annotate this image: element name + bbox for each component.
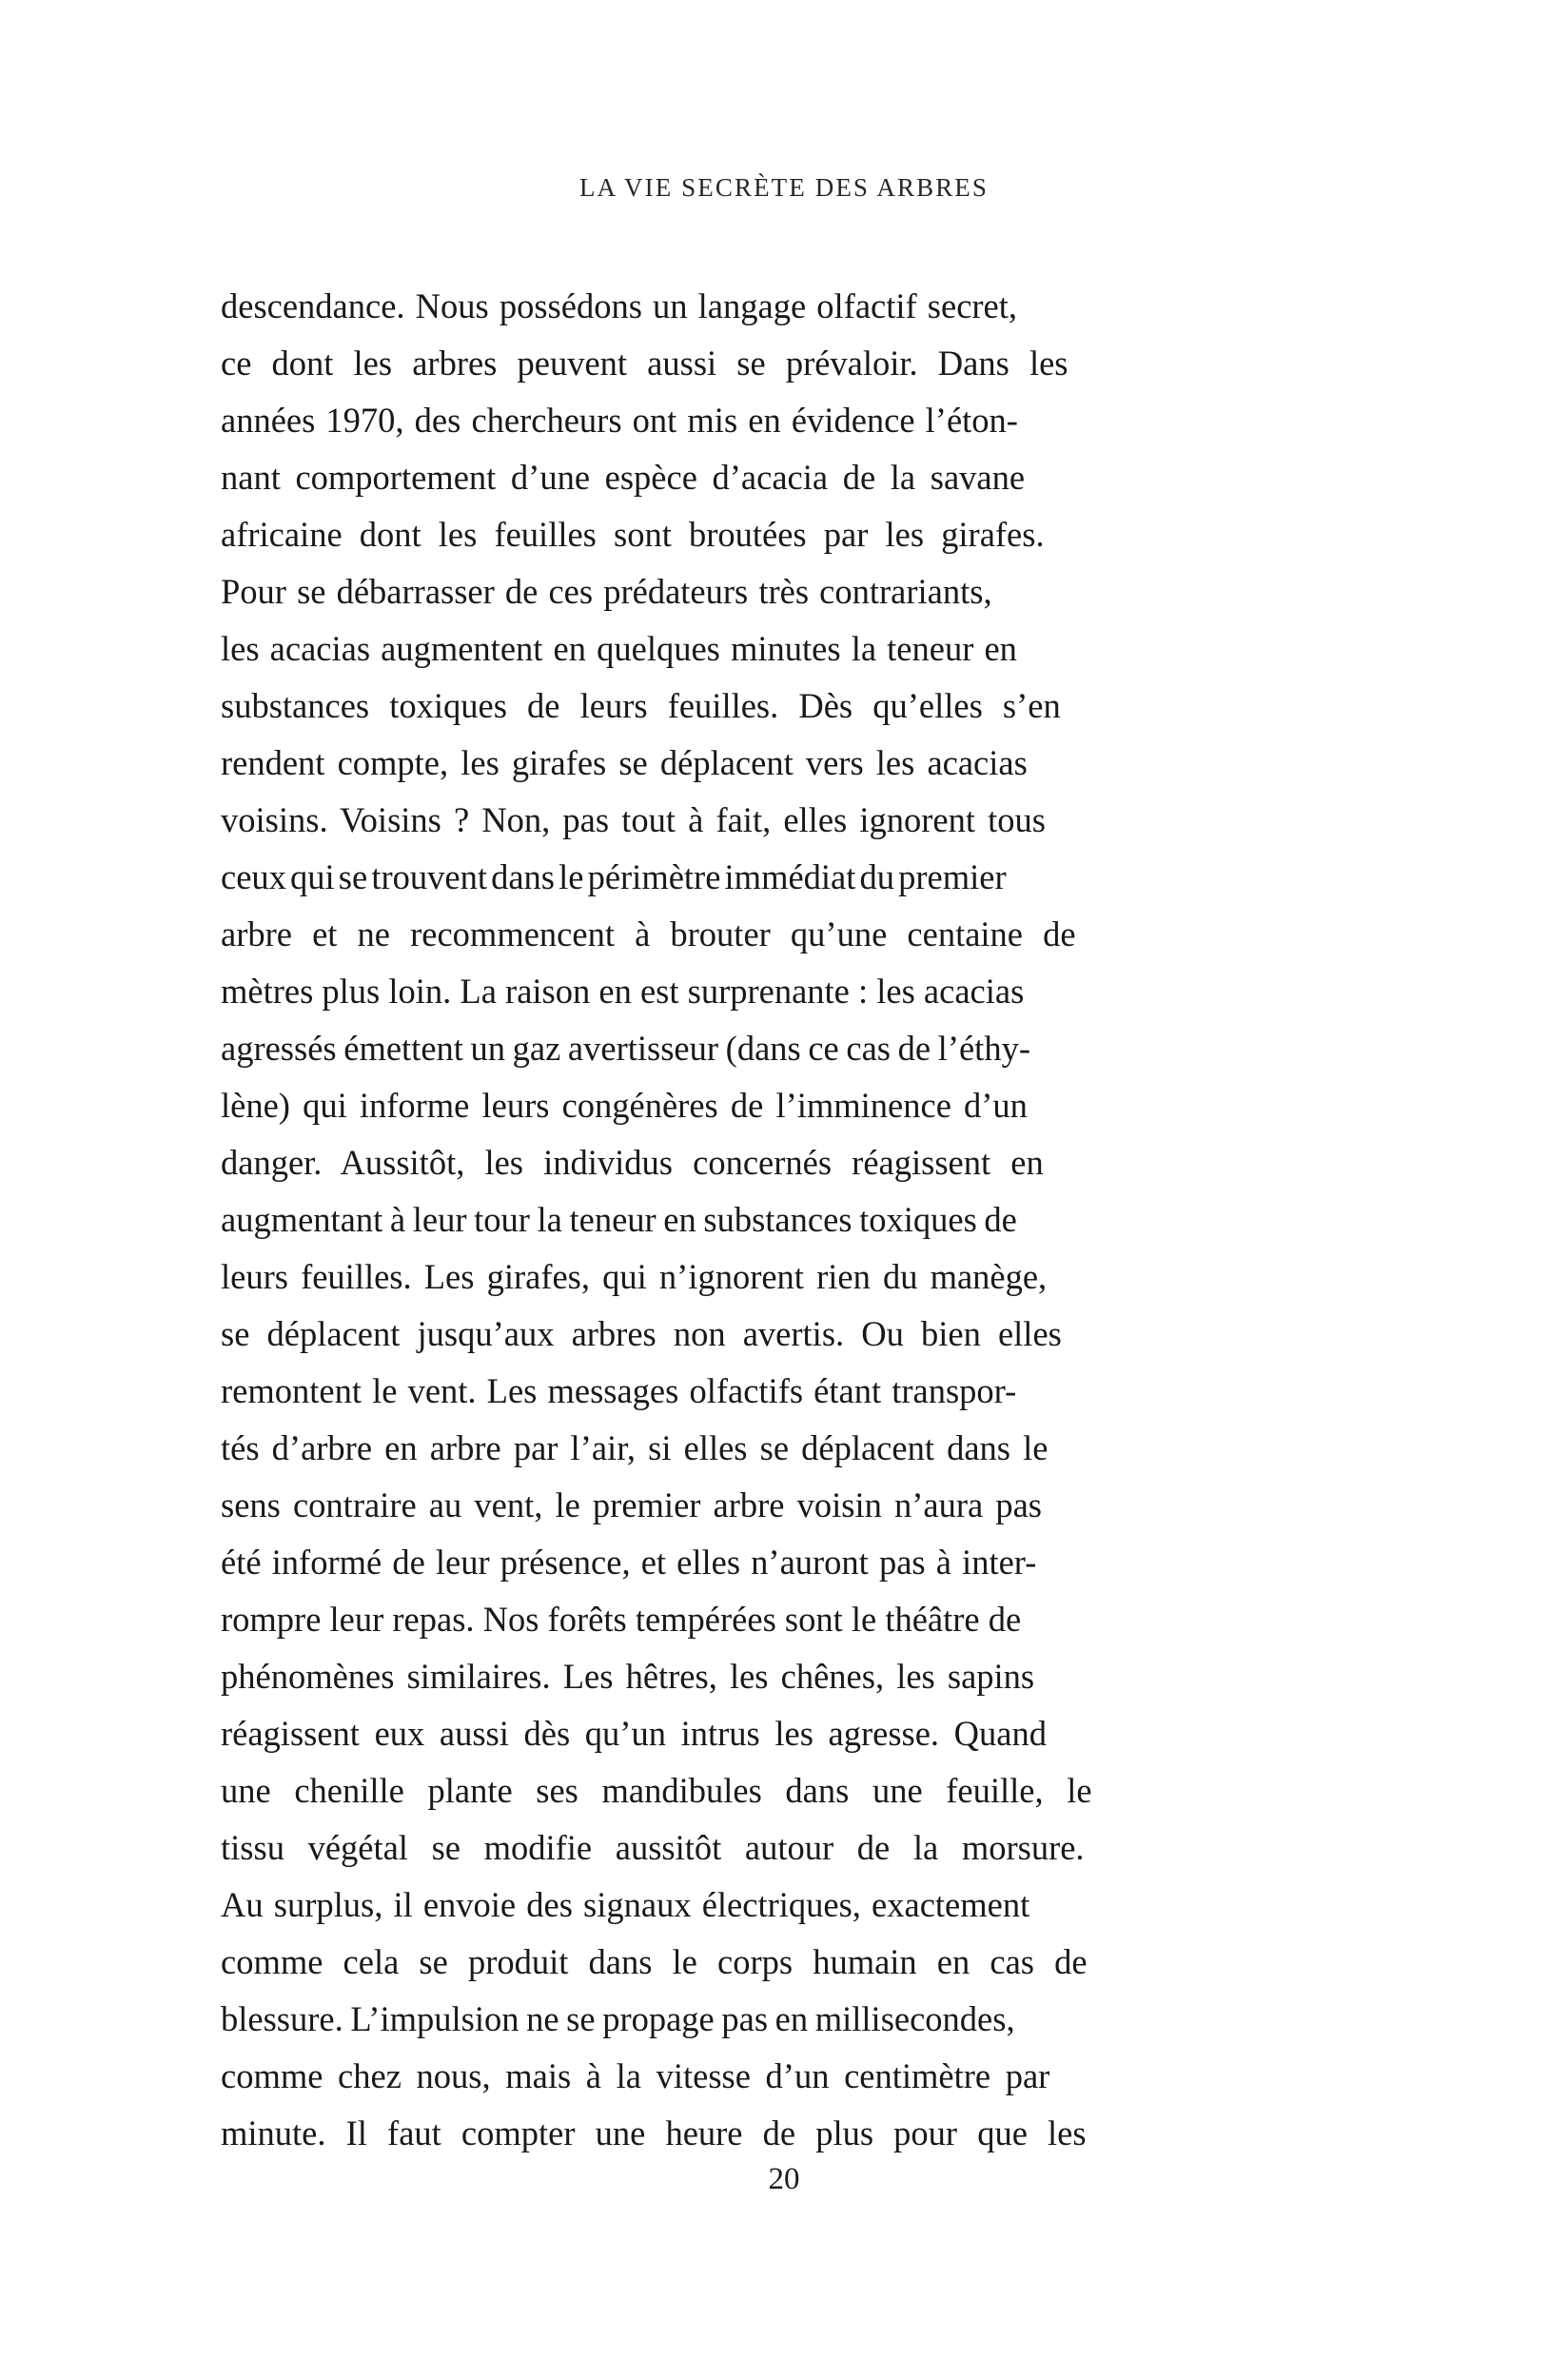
page-number: 20 — [768, 2162, 800, 2196]
body-line: une chenille plante ses mandibules dans une feuille, le — [221, 1771, 1092, 1810]
body-line: blessure. L’impulsion ne se propage pas en millisecondes, — [221, 1999, 1015, 2038]
body-line: africaine dont les feuilles sont broutées par les girafes. — [221, 515, 1045, 554]
body-line: leurs feuilles. Les girafes, qui n’ignorent rien du manège, — [221, 1257, 1048, 1296]
body-line: ceux qui se trouvent dans le périmètre immédiat du premier — [221, 857, 1007, 896]
body-line: Pour se débarrasser de ces prédateurs très contrariants, — [221, 572, 992, 611]
body-line: se déplacent jusqu’aux arbres non avertis. Ou bien elles — [221, 1314, 1062, 1353]
body-line: années 1970, des chercheurs ont mis en évidence l’éton- — [221, 401, 1018, 440]
body-line: minute. Il faut compter une heure de plus pour que les — [221, 2114, 1087, 2153]
body-line: remontent le vent. Les messages olfactifs étant transpor- — [221, 1371, 1017, 1410]
body-line: sens contraire au vent, le premier arbre voisin n’aura pas — [221, 1485, 1042, 1524]
body-line: voisins. Voisins ? Non, pas tout à fait, elles ignorent tous — [221, 800, 1046, 839]
body-line: tés d’arbre en arbre par l’air, si elles se déplacent dans le — [221, 1428, 1049, 1467]
body-text-block — [221, 278, 1315, 2162]
body-line: ce dont les arbres peuvent aussi se prévaloir. Dans les — [221, 344, 1068, 383]
body-line: tissu végétal se modifie aussitôt autour de la morsure. — [221, 1828, 1085, 1867]
body-line: phénomènes similaires. Les hêtres, les chênes, les sapins — [221, 1657, 1035, 1696]
body-line: augmentant à leur tour la teneur en substances toxiques de — [221, 1200, 1017, 1239]
body-line: rendent compte, les girafes se déplacent vers les acacias — [221, 743, 1028, 782]
body-line: les acacias augmentent en quelques minutes la teneur en — [221, 629, 1017, 668]
body-line: été informé de leur présence, et elles n’auront pas à inter- — [221, 1543, 1037, 1582]
body-line: mètres plus loin. La raison en est surprenante : les acacias — [221, 972, 1025, 1011]
running-head: LA VIE SECRÈTE DES ARBRES — [578, 173, 990, 202]
body-line: nant comportement d’une espèce d’acacia de la savane — [221, 458, 1026, 497]
body-line: comme cela se produit dans le corps humain en cas de — [221, 1942, 1088, 1981]
body-line: réagissent eux aussi dès qu’un intrus les agresse. Quand — [221, 1714, 1047, 1753]
body-line: lène) qui informe leurs congénères de l’imminence d’un — [221, 1086, 1028, 1125]
body-line: comme chez nous, mais à la vitesse d’un centimètre par — [221, 2056, 1050, 2095]
body-line: rompre leur repas. Nos forêts tempérées sont le théâtre de — [221, 1600, 1022, 1639]
body-line: Au surplus, il envoie des signaux électriques, exactement — [221, 1885, 1030, 1924]
body-line: descendance. Nous possédons un langage olfactif secret, — [221, 286, 1018, 325]
body-line: arbre et ne recommencent à brouter qu’une centaine de — [221, 914, 1076, 954]
body-line: substances toxiques de leurs feuilles. Dès qu’elles s’en — [221, 686, 1061, 725]
body-line: danger. Aussitôt, les individus concernés réagissent en — [221, 1143, 1044, 1182]
body-line: agressés émettent un gaz avertisseur (dans ce cas de l’éthy- — [221, 1029, 1030, 1068]
